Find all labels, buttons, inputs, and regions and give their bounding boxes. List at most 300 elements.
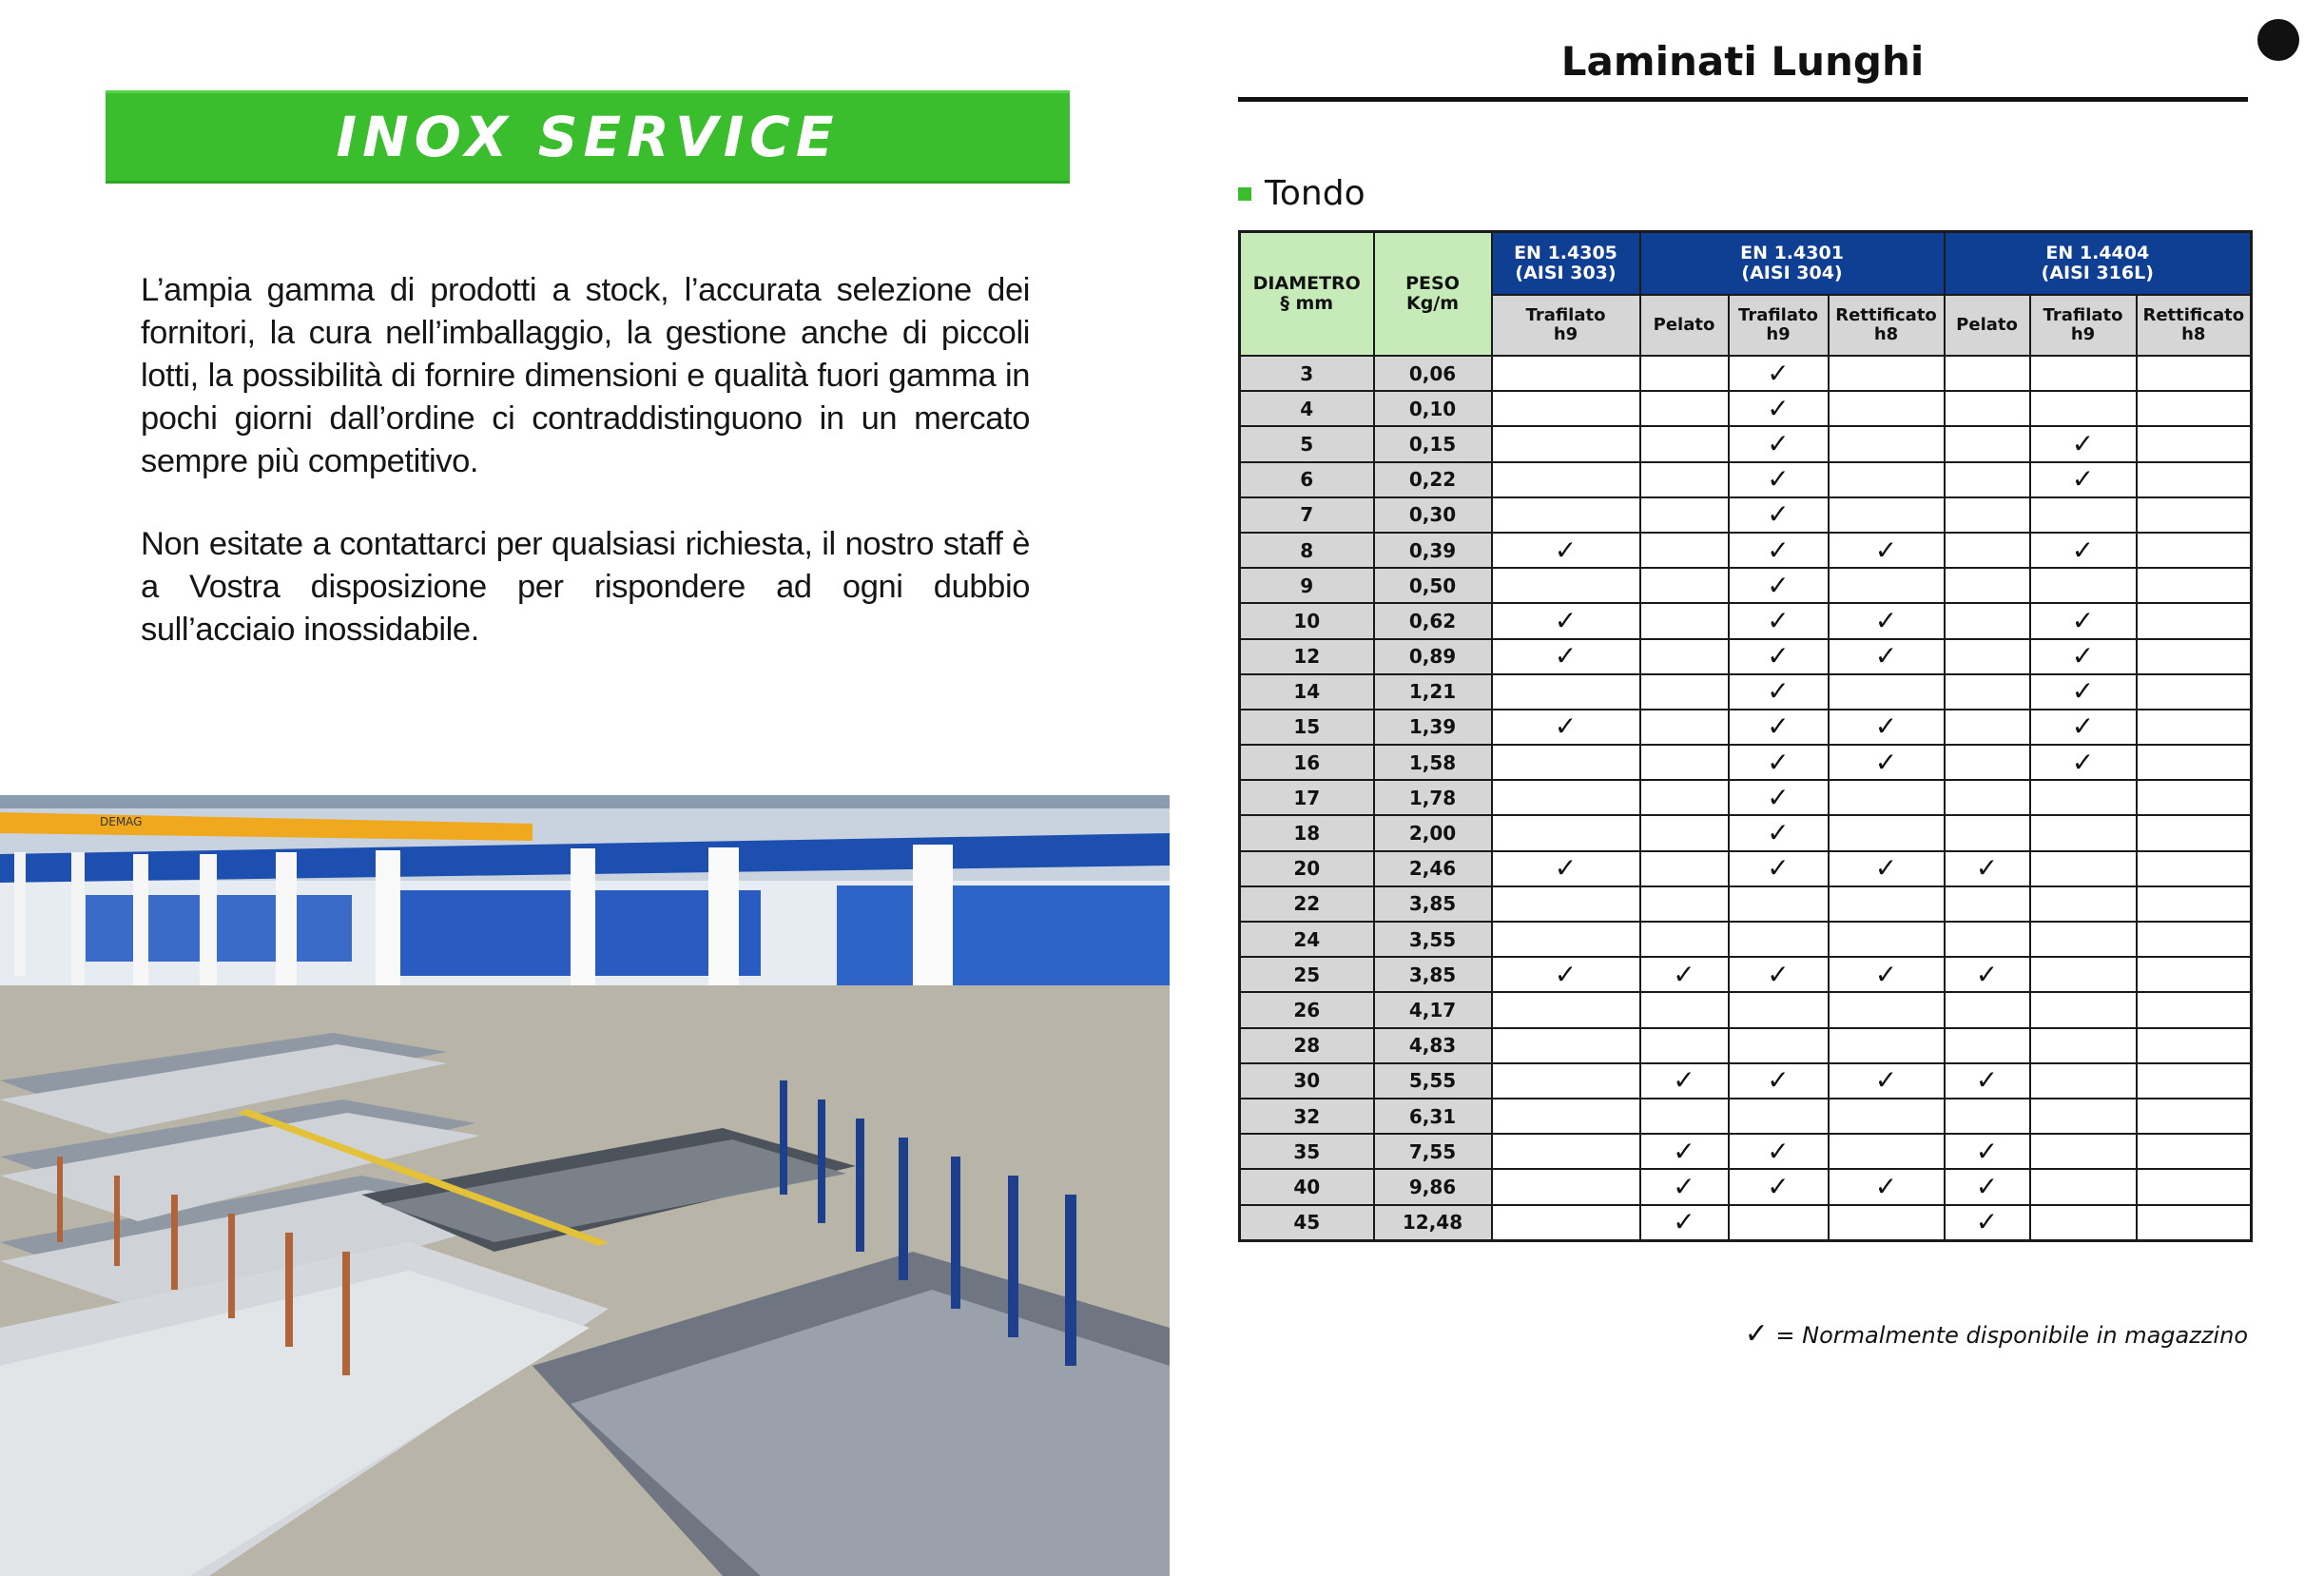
diameter-cell: 40 xyxy=(1240,1169,1374,1204)
availability-cell xyxy=(1945,639,2030,674)
availability-cell xyxy=(1640,815,1729,850)
green-square-bullet-icon xyxy=(1238,187,1251,201)
section-title: Laminati Lunghi xyxy=(1560,38,1925,85)
availability-cell xyxy=(1640,568,1729,603)
availability-cell xyxy=(1729,745,1829,780)
availability-cell xyxy=(2030,603,2137,638)
weight-cell: 0,15 xyxy=(1374,426,1492,461)
availability-cell xyxy=(1492,1099,1640,1134)
availability-cell xyxy=(1945,356,2030,391)
diameter-cell: 14 xyxy=(1240,674,1374,710)
availability-cell xyxy=(1640,957,1729,992)
table-row xyxy=(1240,1134,2252,1169)
availability-cell xyxy=(1640,533,1729,568)
check-icon: ✓ xyxy=(1767,640,1790,672)
subheader-5: Trafilato h9 xyxy=(2030,295,2137,356)
check-icon: ✓ xyxy=(1554,852,1578,885)
check-icon: ✓ xyxy=(1975,1206,1999,1238)
availability-cell xyxy=(1945,1028,2030,1063)
check-icon: ✓ xyxy=(1767,463,1790,496)
diameter-cell: 26 xyxy=(1240,992,1374,1027)
availability-cell xyxy=(1729,391,1829,426)
availability-cell xyxy=(1945,780,2030,815)
availability-cell xyxy=(1829,780,1945,815)
check-icon: ✓ xyxy=(1673,1206,1695,1238)
availability-cell xyxy=(2030,922,2137,957)
availability-cell xyxy=(2137,391,2252,426)
availability-cell xyxy=(1945,568,2030,603)
availability-cell xyxy=(1492,391,1640,426)
weight-cell: 6,31 xyxy=(1374,1099,1492,1134)
diameter-cell: 9 xyxy=(1240,568,1374,603)
weight-cell: 4,83 xyxy=(1374,1028,1492,1063)
check-icon: ✓ xyxy=(1767,781,1790,813)
availability-cell xyxy=(1492,1205,1640,1241)
availability-cell xyxy=(1492,745,1640,780)
availability-cell xyxy=(1640,1099,1729,1134)
check-icon: ✓ xyxy=(2071,463,2095,496)
check-icon: ✓ xyxy=(1874,1170,1898,1202)
availability-cell xyxy=(2030,462,2137,497)
availability-cell xyxy=(2137,603,2252,638)
diameter-cell: 30 xyxy=(1240,1063,1374,1099)
diameter-cell: 15 xyxy=(1240,710,1374,745)
availability-cell xyxy=(1640,356,1729,391)
check-icon: ✓ xyxy=(1975,852,1999,885)
availability-cell xyxy=(1729,1134,1829,1169)
intro-text xyxy=(141,269,1030,691)
diameter-cell: 12 xyxy=(1240,639,1374,674)
availability-cell xyxy=(2137,568,2252,603)
table-row xyxy=(1240,957,2252,992)
availability-cell xyxy=(1729,533,1829,568)
availability-cell xyxy=(1729,639,1829,674)
availability-cell xyxy=(1640,426,1729,461)
availability-cell xyxy=(2030,1028,2137,1063)
check-icon: ✓ xyxy=(1975,1135,1999,1167)
availability-cell xyxy=(1829,957,1945,992)
check-icon: ✓ xyxy=(1554,710,1578,743)
availability-cell xyxy=(2137,815,2252,850)
availability-cell xyxy=(2137,710,2252,745)
weight-cell: 9,86 xyxy=(1374,1169,1492,1204)
availability-cell xyxy=(1945,710,2030,745)
check-icon: ✓ xyxy=(2071,746,2095,778)
subheader-2: Trafilato h9 xyxy=(1729,295,1829,356)
availability-cell xyxy=(1829,1099,1945,1134)
table-row xyxy=(1240,1063,2252,1099)
weight-cell: 0,06 xyxy=(1374,356,1492,391)
check-icon: ✓ xyxy=(1767,746,1790,778)
weight-cell: 2,00 xyxy=(1374,815,1492,850)
table-row xyxy=(1240,533,2252,568)
availability-cell xyxy=(1640,462,1729,497)
weight-cell: 0,30 xyxy=(1374,497,1492,533)
check-icon: ✓ xyxy=(1673,1170,1695,1202)
check-icon: ✓ xyxy=(1874,1064,1898,1097)
warehouse-photo xyxy=(0,795,1170,1576)
availability-cell xyxy=(1829,533,1945,568)
availability-cell xyxy=(1640,497,1729,533)
check-icon: ✓ xyxy=(1874,640,1898,672)
table-row xyxy=(1240,1169,2252,1204)
check-icon: ✓ xyxy=(1874,710,1898,743)
availability-cell xyxy=(1640,992,1729,1027)
check-icon: ✓ xyxy=(1767,1064,1790,1097)
check-icon: ✓ xyxy=(1767,534,1790,566)
availability-cell xyxy=(1640,639,1729,674)
availability-cell xyxy=(1729,1099,1829,1134)
check-icon: ✓ xyxy=(1767,852,1790,885)
availability-cell xyxy=(1945,886,2030,922)
check-icon: ✓ xyxy=(1767,817,1790,849)
diameter-cell: 3 xyxy=(1240,356,1374,391)
diameter-cell: 6 xyxy=(1240,462,1374,497)
check-icon: ✓ xyxy=(1767,569,1790,601)
diameter-cell: 8 xyxy=(1240,533,1374,568)
availability-cell xyxy=(1945,391,2030,426)
weight-cell: 1,58 xyxy=(1374,745,1492,780)
table-row xyxy=(1240,356,2252,391)
availability-cell xyxy=(2030,497,2137,533)
diameter-cell: 45 xyxy=(1240,1205,1374,1241)
check-icon: ✓ xyxy=(2071,534,2095,566)
availability-cell xyxy=(1945,745,2030,780)
table-row xyxy=(1240,1028,2252,1063)
availability-cell xyxy=(2137,1169,2252,1204)
weight-cell: 7,55 xyxy=(1374,1134,1492,1169)
availability-cell xyxy=(1640,1205,1729,1241)
check-icon: ✓ xyxy=(1767,392,1790,424)
availability-cell xyxy=(1945,957,2030,992)
availability-cell xyxy=(1945,815,2030,850)
intro-paragraph-2: Non esitate a contattarci per qualsiasi richiesta, il nostro staff è a Vostra disposizione per rispondere ad ogni dubbio sull’acciaio inossidabile. xyxy=(141,526,1030,648)
weight-cell: 3,85 xyxy=(1374,957,1492,992)
check-icon: ✓ xyxy=(1673,958,1695,990)
check-icon: ✓ xyxy=(1767,427,1790,459)
availability-cell xyxy=(2030,992,2137,1027)
availability-cell xyxy=(1945,603,2030,638)
availability-cell xyxy=(1829,674,1945,710)
availability-cell xyxy=(1640,1134,1729,1169)
availability-cell xyxy=(1729,886,1829,922)
table-row xyxy=(1240,815,2252,850)
availability-cell xyxy=(1492,462,1640,497)
availability-cell xyxy=(1729,780,1829,815)
availability-cell xyxy=(1492,426,1640,461)
weight-cell: 0,89 xyxy=(1374,639,1492,674)
availability-cell xyxy=(1729,815,1829,850)
availability-cell xyxy=(1729,426,1829,461)
availability-cell xyxy=(1492,639,1640,674)
availability-cell xyxy=(1945,497,2030,533)
subheader-0: Trafilato h9 xyxy=(1492,295,1640,356)
check-icon: ✓ xyxy=(1975,958,1999,990)
availability-cell xyxy=(1729,922,1829,957)
availability-cell xyxy=(2030,674,2137,710)
diameter-cell: 20 xyxy=(1240,851,1374,886)
check-icon: ✓ xyxy=(1767,1170,1790,1202)
availability-cell xyxy=(1492,992,1640,1027)
availability-cell xyxy=(2030,391,2137,426)
availability-cell xyxy=(1829,391,1945,426)
availability-cell xyxy=(1729,992,1829,1027)
weight-cell: 1,21 xyxy=(1374,674,1492,710)
availability-cell xyxy=(2137,851,2252,886)
availability-cell xyxy=(1829,1028,1945,1063)
availability-cell xyxy=(1640,886,1729,922)
check-icon: ✓ xyxy=(1874,852,1898,885)
availability-cell xyxy=(1640,922,1729,957)
availability-cell xyxy=(1729,710,1829,745)
availability-cell xyxy=(1492,356,1640,391)
availability-cell xyxy=(1829,1063,1945,1099)
availability-cell xyxy=(2137,1134,2252,1169)
weight-cell: 1,39 xyxy=(1374,710,1492,745)
crane-label: DEMAG xyxy=(100,815,143,828)
availability-cell xyxy=(1829,992,1945,1027)
availability-cell xyxy=(2137,745,2252,780)
availability-cell xyxy=(2137,462,2252,497)
availability-cell xyxy=(1945,992,2030,1027)
check-icon: ✓ xyxy=(2071,604,2095,636)
availability-cell xyxy=(1492,710,1640,745)
diameter-cell: 35 xyxy=(1240,1134,1374,1169)
availability-cell xyxy=(2030,533,2137,568)
check-icon: ✓ xyxy=(1673,1135,1695,1167)
diameter-cell: 22 xyxy=(1240,886,1374,922)
availability-cell xyxy=(1945,426,2030,461)
availability-cell xyxy=(1640,851,1729,886)
availability-cell xyxy=(1492,886,1640,922)
diameter-cell: 18 xyxy=(1240,815,1374,850)
availability-cell xyxy=(1640,603,1729,638)
check-icon: ✓ xyxy=(1874,604,1898,636)
legend xyxy=(1745,1317,2248,1351)
weight-cell: 5,55 xyxy=(1374,1063,1492,1099)
availability-cell xyxy=(2030,639,2137,674)
header-group-aisi-316l: EN 1.4404 (AISI 316L) xyxy=(1945,232,2252,296)
weight-cell: 0,39 xyxy=(1374,533,1492,568)
availability-cell xyxy=(1829,886,1945,922)
subtitle-text: Tondo xyxy=(1265,174,1365,213)
availability-cell xyxy=(1729,497,1829,533)
availability-cell xyxy=(1492,1063,1640,1099)
availability-cell xyxy=(1492,1169,1640,1204)
availability-cell xyxy=(2137,1205,2252,1241)
availability-cell xyxy=(1829,710,1945,745)
availability-cell xyxy=(2030,1063,2137,1099)
availability-cell xyxy=(2137,533,2252,568)
subheader-6: Rettificato h8 xyxy=(2137,295,2252,356)
availability-cell xyxy=(1829,497,1945,533)
availability-cell xyxy=(1945,533,2030,568)
availability-cell xyxy=(1492,1134,1640,1169)
availability-cell xyxy=(1945,851,2030,886)
table-row xyxy=(1240,391,2252,426)
availability-cell xyxy=(1829,1169,1945,1204)
table-body xyxy=(1240,356,2252,1240)
availability-cell xyxy=(2030,426,2137,461)
weight-cell: 3,55 xyxy=(1374,922,1492,957)
availability-cell xyxy=(1945,1205,2030,1241)
availability-cell xyxy=(1829,426,1945,461)
availability-cell xyxy=(2030,710,2137,745)
availability-cell xyxy=(1729,1063,1829,1099)
table-row xyxy=(1240,639,2252,674)
availability-cell xyxy=(1729,851,1829,886)
availability-cell xyxy=(2030,1134,2137,1169)
availability-cell xyxy=(1492,674,1640,710)
legend-text: = Normalmente disponibile in magazzino xyxy=(1768,1322,2248,1349)
availability-cell xyxy=(1945,1099,2030,1134)
availability-cell xyxy=(1492,815,1640,850)
check-icon: ✓ xyxy=(1767,604,1790,636)
availability-cell xyxy=(2137,674,2252,710)
availability-cell xyxy=(1640,1063,1729,1099)
check-icon: ✓ xyxy=(2071,427,2095,459)
check-icon: ✓ xyxy=(2071,675,2095,708)
weight-cell: 0,10 xyxy=(1374,391,1492,426)
table-row xyxy=(1240,745,2252,780)
diameter-cell: 24 xyxy=(1240,922,1374,957)
diameter-cell: 17 xyxy=(1240,780,1374,815)
check-icon: ✓ xyxy=(1767,1135,1790,1167)
availability-cell xyxy=(1729,1169,1829,1204)
check-icon: ✓ xyxy=(1767,958,1790,990)
diameter-cell: 32 xyxy=(1240,1099,1374,1134)
check-icon: ✓ xyxy=(1975,1064,1999,1097)
availability-cell xyxy=(2030,568,2137,603)
subtitle xyxy=(1238,174,1365,213)
diameter-cell: 10 xyxy=(1240,603,1374,638)
availability-cell xyxy=(2137,922,2252,957)
header-group-aisi-304: EN 1.4301 (AISI 304) xyxy=(1640,232,1945,296)
availability-cell xyxy=(1829,745,1945,780)
subheader-4: Pelato xyxy=(1945,295,2030,356)
check-icon: ✓ xyxy=(1554,604,1578,636)
availability-cell xyxy=(1640,674,1729,710)
availability-cell xyxy=(2137,356,2252,391)
availability-cell xyxy=(1829,1205,1945,1241)
availability-cell xyxy=(2030,957,2137,992)
diameter-cell: 4 xyxy=(1240,391,1374,426)
availability-cell xyxy=(2030,886,2137,922)
subheader-3: Rettificato h8 xyxy=(1829,295,1945,356)
availability-cell xyxy=(1829,603,1945,638)
table-row xyxy=(1240,851,2252,886)
check-icon: ✓ xyxy=(1744,1317,1769,1351)
availability-cell xyxy=(1640,745,1729,780)
availability-cell xyxy=(1945,1169,2030,1204)
availability-cell xyxy=(1729,462,1829,497)
availability-cell xyxy=(2030,851,2137,886)
availability-cell xyxy=(1945,922,2030,957)
table-row xyxy=(1240,1205,2252,1241)
section-divider xyxy=(1238,97,2248,102)
weight-cell: 2,46 xyxy=(1374,851,1492,886)
intro-paragraph-1: L’ampia gamma di prodotti a stock, l’accurata selezione dei fornitori, la cura nell’imballaggio, la gestione anche di piccoli lotti, la possibilità di fornire dimensioni e qualità fuori gamma in pochi giorni dall’ordine ci contraddistinguono in un mercato sempre più competitivo. xyxy=(141,272,1030,479)
table-row xyxy=(1240,780,2252,815)
weight-cell: 1,78 xyxy=(1374,780,1492,815)
availability-cell xyxy=(1640,391,1729,426)
check-icon: ✓ xyxy=(1554,534,1578,566)
check-icon: ✓ xyxy=(1874,958,1898,990)
table-row xyxy=(1240,462,2252,497)
check-icon: ✓ xyxy=(1554,640,1578,672)
availability-cell xyxy=(2137,639,2252,674)
diameter-cell: 7 xyxy=(1240,497,1374,533)
table-row xyxy=(1240,426,2252,461)
availability-cell xyxy=(1829,568,1945,603)
check-icon: ✓ xyxy=(1554,958,1578,990)
diameter-cell: 28 xyxy=(1240,1028,1374,1063)
table-row xyxy=(1240,568,2252,603)
weight-cell: 3,85 xyxy=(1374,886,1492,922)
weight-cell: 0,22 xyxy=(1374,462,1492,497)
header-peso: PESO Kg/m xyxy=(1374,232,1492,357)
table-row xyxy=(1240,922,2252,957)
check-icon: ✓ xyxy=(1874,534,1898,566)
availability-cell xyxy=(1492,957,1640,992)
header-group-aisi-303: EN 1.4305 (AISI 303) xyxy=(1492,232,1640,296)
availability-cell xyxy=(2137,1063,2252,1099)
availability-cell xyxy=(1945,1063,2030,1099)
availability-cell xyxy=(1729,356,1829,391)
availability-cell xyxy=(2030,1169,2137,1204)
availability-cell xyxy=(1640,780,1729,815)
availability-cell xyxy=(2137,1099,2252,1134)
availability-cell xyxy=(2137,957,2252,992)
availability-cell xyxy=(2137,426,2252,461)
availability-cell xyxy=(1492,533,1640,568)
subheader-1: Pelato xyxy=(1640,295,1729,356)
diameter-cell: 16 xyxy=(1240,745,1374,780)
availability-cell xyxy=(1829,815,1945,850)
table-row xyxy=(1240,497,2252,533)
availability-cell xyxy=(2030,1205,2137,1241)
availability-cell xyxy=(1729,1205,1829,1241)
availability-cell xyxy=(1829,851,1945,886)
availability-cell xyxy=(1492,922,1640,957)
availability-cell xyxy=(1640,1169,1729,1204)
check-icon: ✓ xyxy=(1767,675,1790,708)
weight-cell: 0,50 xyxy=(1374,568,1492,603)
header-diametro: DIAMETRO § mm xyxy=(1240,232,1374,357)
availability-cell xyxy=(1492,568,1640,603)
availability-cell xyxy=(1945,674,2030,710)
availability-cell xyxy=(1640,1028,1729,1063)
availability-cell xyxy=(1729,1028,1829,1063)
availability-cell xyxy=(1729,674,1829,710)
check-icon: ✓ xyxy=(1673,1064,1695,1097)
page-marker-dot xyxy=(2257,19,2299,61)
availability-cell xyxy=(1729,957,1829,992)
check-icon: ✓ xyxy=(2071,640,2095,672)
availability-cell xyxy=(2030,780,2137,815)
availability-cell xyxy=(2030,815,2137,850)
diameter-cell: 25 xyxy=(1240,957,1374,992)
diameter-cell: 5 xyxy=(1240,426,1374,461)
availability-cell xyxy=(1729,568,1829,603)
availability-cell xyxy=(2137,780,2252,815)
availability-cell xyxy=(2030,356,2137,391)
availability-cell xyxy=(1829,639,1945,674)
check-icon: ✓ xyxy=(2071,710,2095,743)
banner-title: INOX SERVICE xyxy=(336,105,840,169)
availability-cell xyxy=(2137,497,2252,533)
table-row xyxy=(1240,603,2252,638)
